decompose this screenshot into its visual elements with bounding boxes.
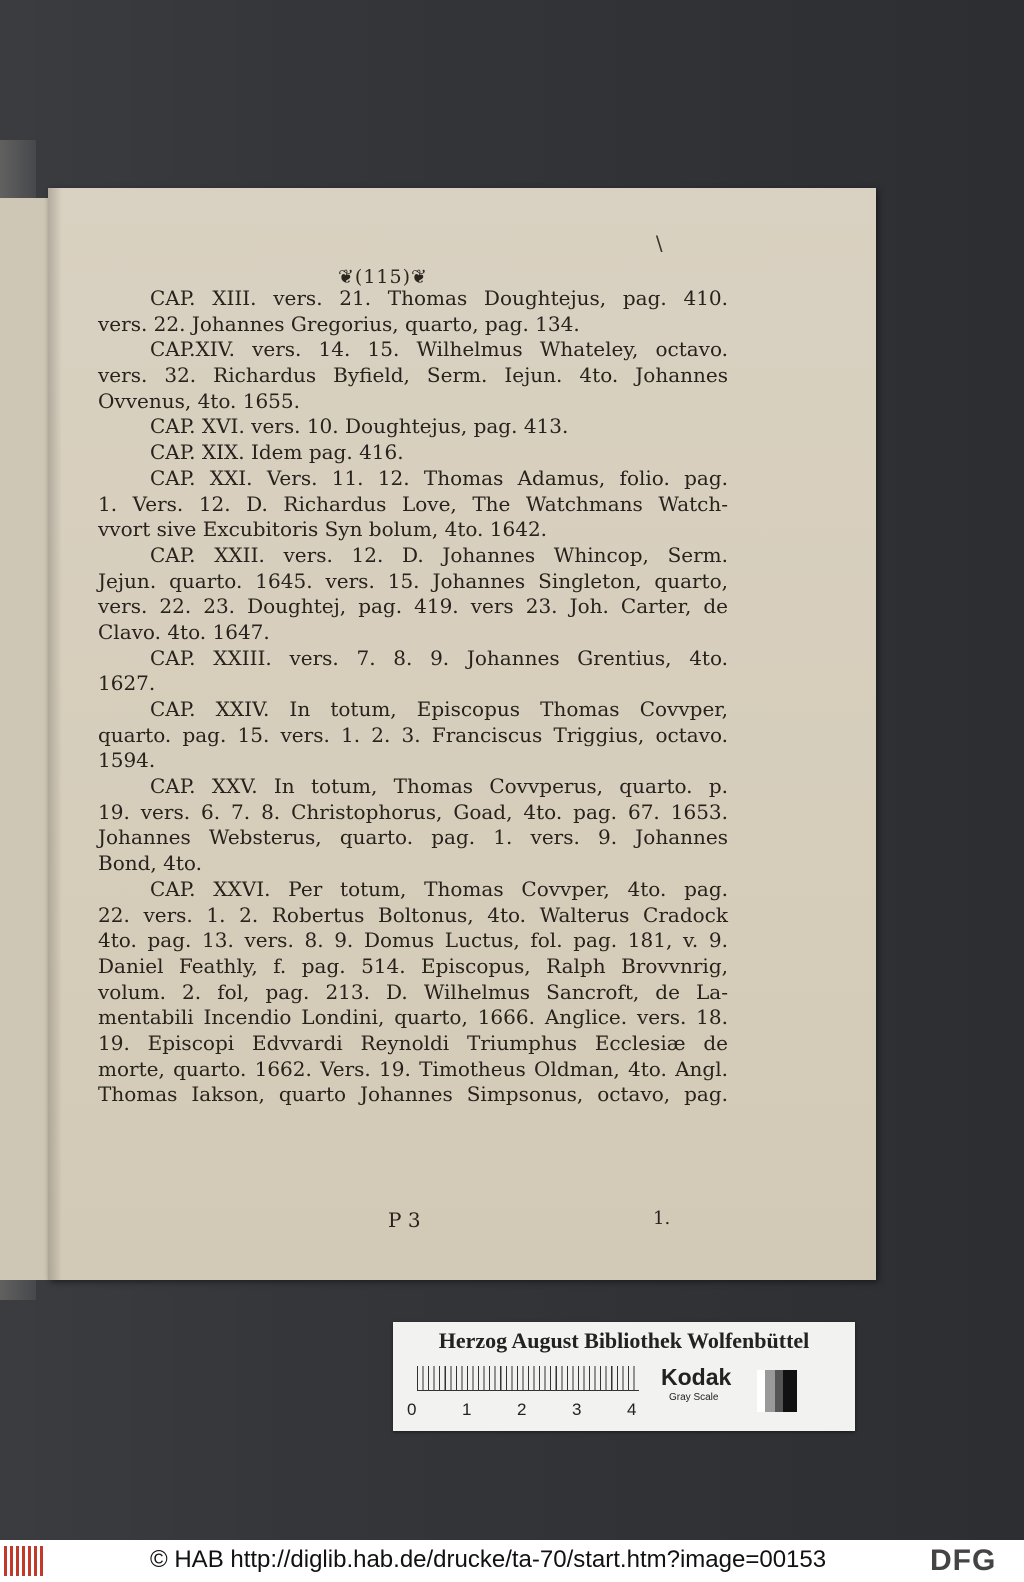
text-line: Clavo. 4to. 1647.: [98, 619, 270, 644]
text-line: 19. Episcopi Edvvardi Reynoldi Triumphus Ecclesiæ de: [98, 1030, 728, 1055]
text-line: 4to. pag. 13. vers. 8. 9. Domus Luctus, fol. pag. 181, v. 9.: [98, 928, 728, 953]
gray-scale-patches: [757, 1370, 797, 1412]
text-line: 1594.: [98, 748, 156, 773]
footer-bar: [0, 1540, 1024, 1582]
text-line: CAP. XXV. In totum, Thomas Covvperus, quarto. p.: [150, 774, 728, 799]
text-line: morte, quarto. 1662. Vers. 19. Timotheus Oldman, 4to. Angl.: [98, 1056, 728, 1081]
text-line: vers. 22. Johannes Gregorius, quarto, pag. 134.: [98, 311, 580, 336]
copyright-link[interactable]: © HAB http://diglib.hab.de/drucke/ta-70/start.htm?image=00153: [150, 1546, 827, 1573]
text-line: CAP. XVI. vers. 10. Doughtejus, pag. 413.: [150, 414, 569, 439]
text-line: quarto. pag. 15. vers. 1. 2. 3. Franciscus Triggius, octavo.: [98, 722, 728, 747]
text-line: Johannes Websterus, quarto. pag. 1. vers. 9. Johannes: [98, 825, 728, 850]
text-line: vers. 32. Richardus Byfield, Serm. Iejun. 4to. Johannes: [98, 363, 728, 388]
signature-mark: P 3: [388, 1208, 421, 1232]
text-line: volum. 2. fol, pag. 213. D. Wilhelmus Sancroft, de La-: [98, 979, 728, 1004]
text-line: Bond, 4to.: [98, 851, 202, 876]
text-line: CAP. XXIII. vers. 7. 8. 9. Johannes Grentius, 4to.: [150, 645, 728, 670]
color-target-card: [393, 1322, 855, 1431]
previous-page: [0, 198, 48, 1280]
text-line: 1. Vers. 12. D. Richardus Love, The Watchmans Watch-: [98, 491, 728, 516]
text-line: CAP. XXII. vers. 12. D. Johannes Whincop, Serm.: [150, 542, 728, 567]
page-header: ❦(115)❦: [338, 266, 428, 288]
text-line: CAP. XXVI. Per totum, Thomas Covvper, 4to. pag.: [150, 876, 728, 901]
text-line: Daniel Feathly, f. pag. 514. Episcopus, Ralph Brovvnrig,: [98, 953, 728, 978]
page-gutter-shadow: [48, 188, 62, 1280]
ruler-number: 2: [517, 1400, 527, 1419]
hab-logo-icon: [4, 1546, 44, 1576]
text-line: vvort sive Excubitoris Syn bolum, 4to. 1642.: [98, 517, 548, 542]
gray-scale-label: Gray Scale: [669, 1392, 719, 1403]
text-line: 19. vers. 6. 7. 8. Christophorus, Goad, 4to. pag. 67. 1653.: [98, 799, 728, 824]
ruler-numbers: [407, 1400, 667, 1422]
text-line: mentabili Incendio Londini, quarto, 1666. Anglice. vers. 18.: [98, 1005, 728, 1030]
catchword: 1.: [653, 1208, 671, 1229]
kodak-brand: Kodak: [661, 1364, 732, 1390]
text-line: CAP. XXIV. In totum, Episcopus Thomas Covvper,: [150, 697, 728, 721]
text-line: CAP. XXI. Vers. 11. 12. Thomas Adamus, folio. pag.: [150, 465, 728, 490]
text-line: 1627.: [98, 671, 156, 696]
page-text-block: [98, 286, 728, 1108]
dfg-logo: DFG: [930, 1544, 997, 1577]
text-line: Thomas Iakson, quarto Johannes Simpsonus, octavo, pag.: [98, 1082, 728, 1107]
text-line: CAP. XIX. Idem pag. 416.: [150, 440, 404, 465]
corner-mark: ∖: [652, 232, 665, 256]
text-line: Jejun. quarto. 1645. vers. 15. Johannes Singleton, quarto,: [98, 568, 728, 593]
ruler-number: 0: [407, 1400, 417, 1419]
text-line: CAP. XIII. vers. 21. Thomas Doughtejus, pag. 410.: [150, 286, 728, 310]
text-line: vers. 22. 23. Doughtej, pag. 419. vers 23. Joh. Carter, de: [98, 594, 728, 619]
text-line: 22. vers. 1. 2. Robertus Boltonus, 4to. Walterus Cradock: [98, 902, 728, 927]
ruler-scale: [417, 1366, 639, 1391]
ruler-number: 1: [462, 1400, 472, 1419]
ruler-number: 4: [627, 1400, 637, 1419]
ruler-number: 3: [572, 1400, 582, 1419]
library-name: Herzog August Bibliothek Wolfenbüttel: [438, 1328, 810, 1353]
text-line: CAP.XIV. vers. 14. 15. Wilhelmus Whateley, octavo.: [150, 337, 728, 362]
text-line: Ovvenus, 4to. 1655.: [98, 388, 300, 413]
book-page: [48, 188, 876, 1280]
